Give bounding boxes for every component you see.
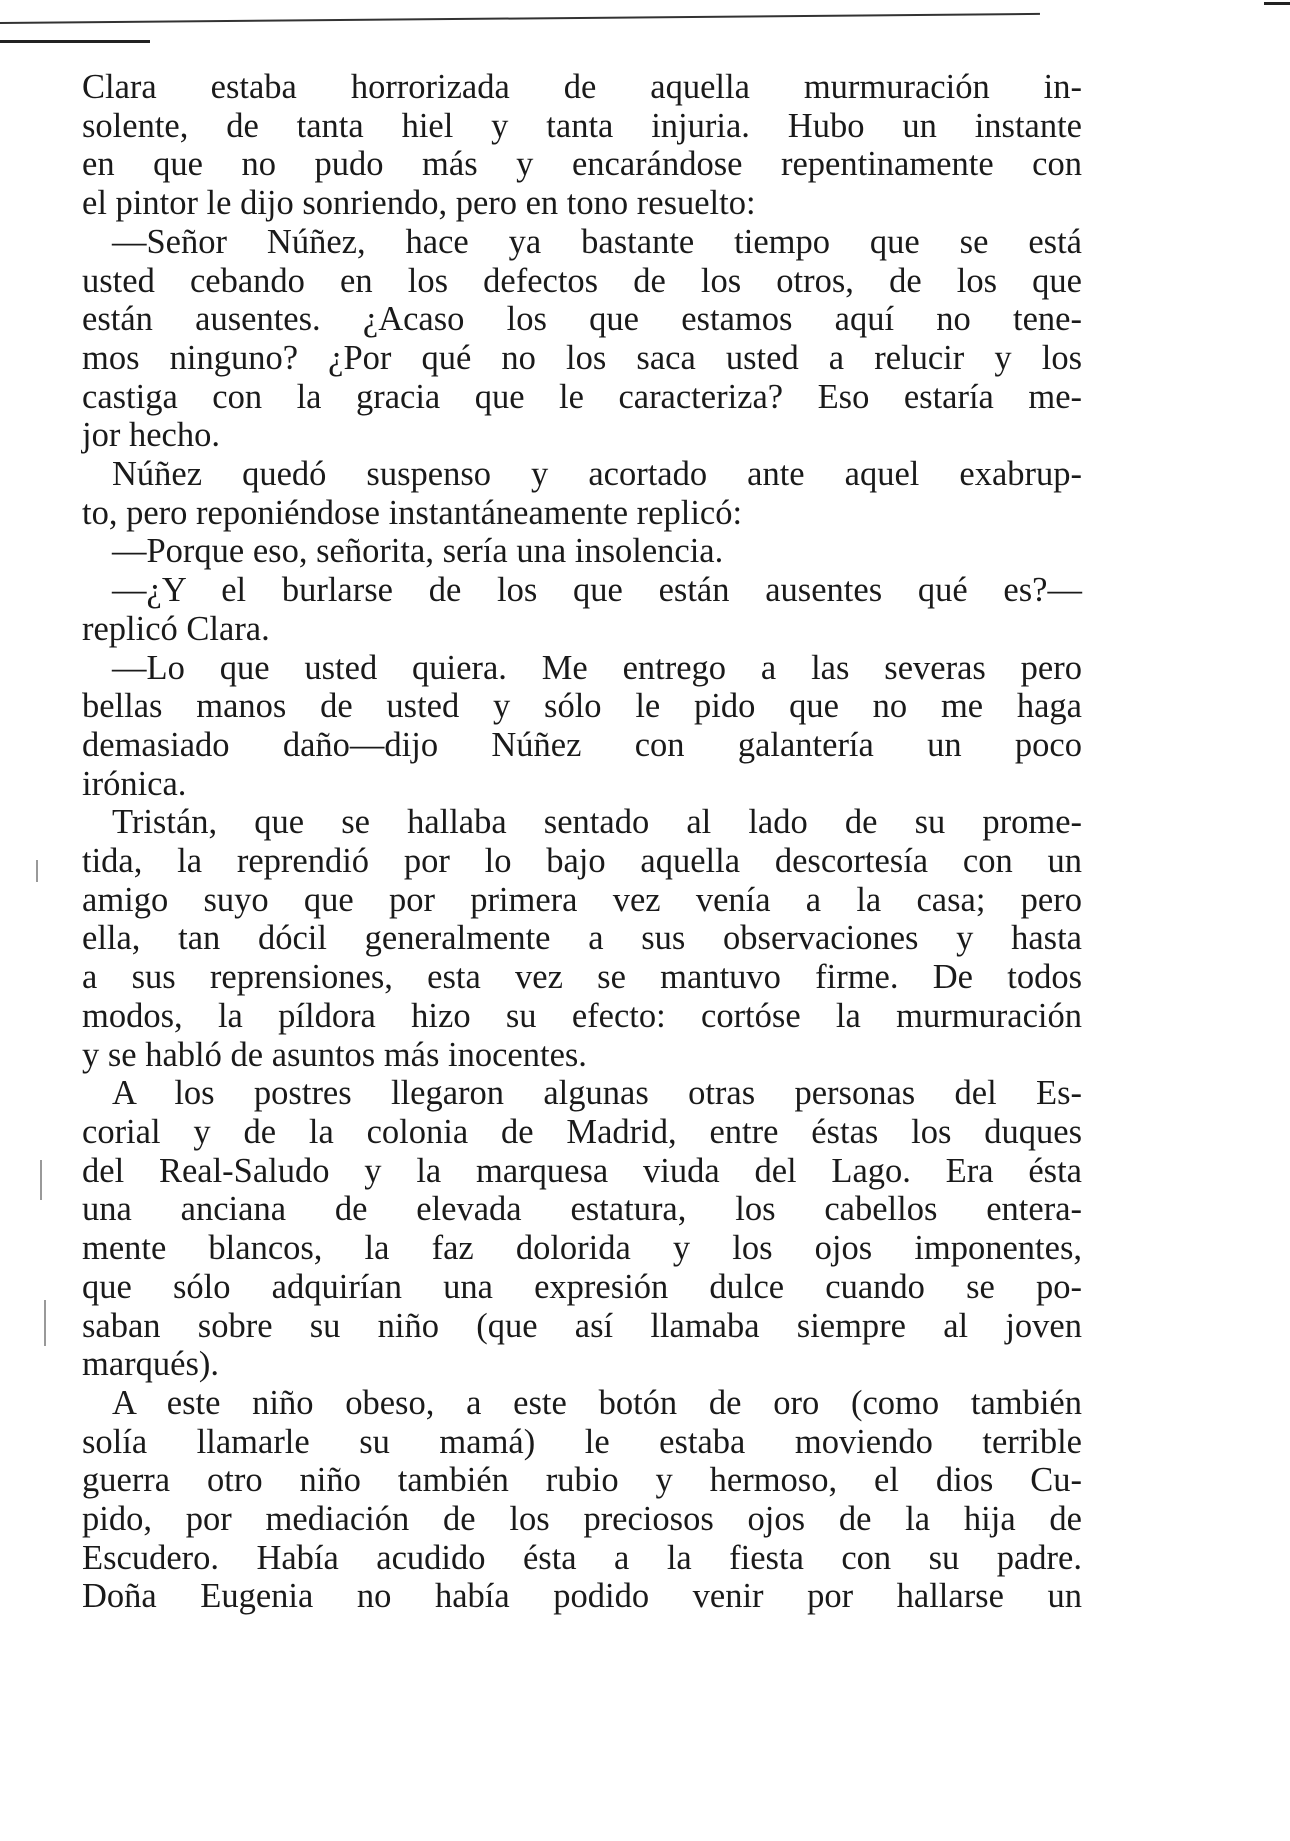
text-line: jor hecho. bbox=[82, 416, 220, 455]
top-rule bbox=[0, 13, 1040, 24]
text-line: corial y de la colonia de Madrid, entre éstas los duques bbox=[82, 1112, 1082, 1151]
text-line: marqués). bbox=[82, 1345, 219, 1384]
margin-speck bbox=[44, 1300, 46, 1346]
left-rule bbox=[0, 40, 150, 43]
text-line: replicó Clara. bbox=[82, 609, 270, 648]
text-line: tida, la reprendió por lo bajo aquella descortesía con un bbox=[82, 842, 1082, 881]
corner-mark bbox=[1264, 2, 1290, 5]
text-line: del Real-Saludo y la marquesa viuda del Lago. Era ésta bbox=[82, 1151, 1082, 1190]
text-line: mente blancos, la faz dolorida y los ojos imponentes, bbox=[82, 1229, 1082, 1268]
text-line: —Lo que usted quiera. Me entrego a las severas pero bbox=[112, 648, 1082, 687]
text-line: Doña Eugenia no había podido venir por hallarse un bbox=[82, 1577, 1082, 1616]
text-line: modos, la píldora hizo su efecto: cortóse la murmuración bbox=[82, 996, 1082, 1035]
text-line: en que no pudo más y encarándose repentinamente con bbox=[82, 145, 1082, 184]
margin-speck bbox=[40, 1160, 42, 1200]
text-line: y se habló de asuntos más inocentes. bbox=[82, 1035, 587, 1074]
text-line: —¿Y el burlarse de los que están ausentes qué es?— bbox=[112, 571, 1082, 610]
text-line: están ausentes. ¿Acaso los que estamos aquí no tene- bbox=[82, 300, 1082, 339]
text-line: mos ninguno? ¿Por qué no los saca usted a relucir y los bbox=[82, 338, 1082, 377]
text-line: to, pero reponiéndose instantáneamente replicó: bbox=[82, 493, 743, 532]
page-text-block bbox=[82, 68, 1082, 1616]
text-line: —Señor Núñez, hace ya bastante tiempo que se está bbox=[112, 222, 1082, 261]
text-line: solía llamarle su mamá) le estaba moviendo terrible bbox=[82, 1422, 1082, 1461]
text-line: pido, por mediación de los preciosos ojos de la hija de bbox=[82, 1500, 1082, 1539]
text-line: Clara estaba horrorizada de aquella murmuración in- bbox=[82, 68, 1082, 106]
text-line: que sólo adquirían una expresión dulce cuando se po- bbox=[82, 1267, 1082, 1306]
text-line: bellas manos de usted y sólo le pido que no me haga bbox=[82, 687, 1082, 726]
text-line: a sus reprensiones, esta vez se mantuvo firme. De todos bbox=[82, 958, 1082, 997]
text-line: A este niño obeso, a este botón de oro (como también bbox=[112, 1383, 1082, 1422]
text-line: saban sobre su niño (que así llamaba siempre al joven bbox=[82, 1306, 1082, 1345]
text-line: una anciana de elevada estatura, los cabellos entera- bbox=[82, 1190, 1082, 1229]
text-line: Núñez quedó suspenso y acortado ante aquel exabrup- bbox=[112, 455, 1082, 494]
text-line: Tristán, que se hallaba sentado al lado de su prome- bbox=[112, 803, 1082, 842]
text-line: el pintor le dijo sonriendo, pero en tono resuelto: bbox=[82, 184, 756, 223]
text-line: A los postres llegaron algunas otras personas del Es- bbox=[112, 1074, 1082, 1113]
text-line: demasiado daño—dijo Núñez con galantería un poco bbox=[82, 725, 1082, 764]
text-line: guerra otro niño también rubio y hermoso, el dios Cu- bbox=[82, 1461, 1082, 1500]
text-line: solente, de tanta hiel y tanta injuria. Hubo un instante bbox=[82, 106, 1082, 145]
text-line: amigo suyo que por primera vez venía a la casa; pero bbox=[82, 880, 1082, 919]
text-line: —Porque eso, señorita, sería una insolencia. bbox=[112, 532, 724, 571]
text-line: Escudero. Había acudido ésta a la fiesta con su padre. bbox=[82, 1538, 1082, 1577]
margin-speck bbox=[36, 860, 38, 882]
text-line: irónica. bbox=[82, 764, 187, 803]
text-line: usted cebando en los defectos de los otros, de los que bbox=[82, 261, 1082, 300]
text-line: ella, tan dócil generalmente a sus observaciones y hasta bbox=[82, 919, 1082, 958]
text-line: castiga con la gracia que le caracteriza? Eso estaría me- bbox=[82, 377, 1082, 416]
